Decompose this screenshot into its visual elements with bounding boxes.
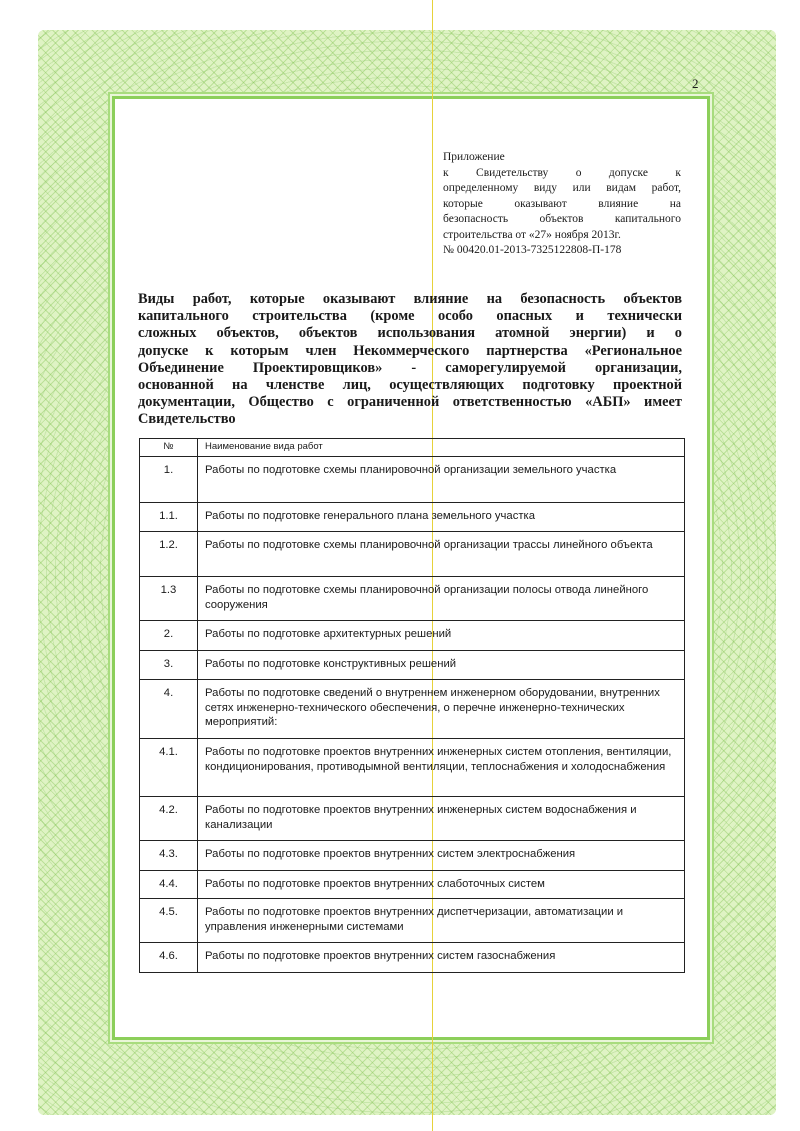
row-number: 4.1. — [140, 739, 198, 797]
heading-line: документации, Общество с ограниченной ответственностью «АБП» имеет — [138, 394, 682, 411]
row-work-name: Работы по подготовке проектов внутренних систем газоснабжения — [198, 943, 685, 973]
row-work-name: Работы по подготовке проектов внутренних диспетчеризации, автоматизации и управления инженерными системами — [198, 899, 685, 943]
table-row — [140, 503, 685, 532]
table-row — [140, 943, 685, 973]
document-heading — [138, 291, 682, 429]
row-number: 3. — [140, 651, 198, 680]
row-work-name: Работы по подготовке проектов внутренних систем электроснабжения — [198, 841, 685, 871]
appendix-block — [443, 150, 681, 259]
table-row — [140, 871, 685, 899]
appendix-line: которые оказывают влияние на — [443, 197, 681, 210]
table-body — [140, 457, 685, 973]
appendix-line: к Свидетельству о допуске к — [443, 166, 681, 179]
row-number: 4.3. — [140, 841, 198, 871]
header-number: № — [140, 439, 198, 457]
row-number: 4.5. — [140, 899, 198, 943]
works-table — [139, 438, 685, 973]
heading-line: допуске к которым член Некоммерческого партнерства «Региональное — [138, 342, 682, 359]
row-work-name: Работы по подготовке проектов внутренних инженерных систем отопления, вентиляции, кондиционирования, противодымной вентиляции, теплоснабжения и холодоснабжения — [198, 739, 685, 797]
appendix-line: Приложение — [443, 151, 505, 163]
heading-line: сложных объектов, объектов использования атомной энергии) и о — [138, 325, 682, 342]
table-header-row — [140, 439, 685, 457]
appendix-line: определенному виду или видам работ, — [443, 182, 681, 194]
appendix-line: безопасность объектов капитального — [443, 213, 681, 225]
row-work-name: Работы по подготовке схемы планировочной организации трассы линейного объекта — [198, 532, 685, 577]
header-work-name: Наименование вида работ — [198, 439, 685, 457]
row-work-name: Работы по подготовке архитектурных решений — [198, 621, 685, 651]
row-work-name: Работы по подготовке проектов внутренних инженерных систем водоснабжения и канализации — [198, 797, 685, 841]
table-row — [140, 457, 685, 503]
table-row — [140, 680, 685, 739]
page-number: 2 — [692, 76, 699, 91]
row-number: 4.6. — [140, 943, 198, 973]
table-row — [140, 841, 685, 871]
row-work-name: Работы по подготовке схемы планировочной организации земельного участка — [198, 457, 685, 503]
table-row — [140, 739, 685, 797]
heading-line: капитального строительства (кроме особо опасных и технически — [138, 308, 682, 325]
table-row — [140, 797, 685, 841]
table-row — [140, 899, 685, 943]
row-work-name: Работы по подготовке конструктивных решений — [198, 651, 685, 680]
heading-line: Свидетельство — [138, 411, 236, 428]
heading-line: основанной на членстве лиц, осуществляющих подготовку проектной — [138, 377, 682, 394]
table-row — [140, 577, 685, 621]
table-row — [140, 532, 685, 577]
heading-line: Виды работ, которые оказывают влияние на безопасность объектов — [138, 291, 682, 307]
row-number: 1.3 — [140, 577, 198, 621]
row-number: 4.4. — [140, 871, 198, 899]
row-number: 1.2. — [140, 532, 198, 577]
row-work-name: Работы по подготовке генерального плана земельного участка — [198, 503, 685, 532]
row-work-name: Работы по подготовке проектов внутренних слаботочных систем — [198, 871, 685, 899]
table-row — [140, 651, 685, 680]
row-number: 4.2. — [140, 797, 198, 841]
appendix-line: № 00420.01-2013-7325122808-П-178 — [443, 244, 622, 256]
row-number: 4. — [140, 680, 198, 739]
heading-line: Объединение Проектировщиков» - саморегулируемой организации, — [138, 359, 682, 376]
row-number: 1. — [140, 457, 198, 503]
table-row — [140, 621, 685, 651]
row-number: 2. — [140, 621, 198, 651]
row-work-name: Работы по подготовке сведений о внутреннем инженерном оборудовании, внутренних сетях инженерно-технического обеспечения, о перечне инженерно-технических мероприятий: — [198, 680, 685, 739]
appendix-line: строительства от «27» ноября 2013г. — [443, 228, 621, 241]
row-work-name: Работы по подготовке схемы планировочной организации полосы отвода линейного сооружения — [198, 577, 685, 621]
row-number: 1.1. — [140, 503, 198, 532]
